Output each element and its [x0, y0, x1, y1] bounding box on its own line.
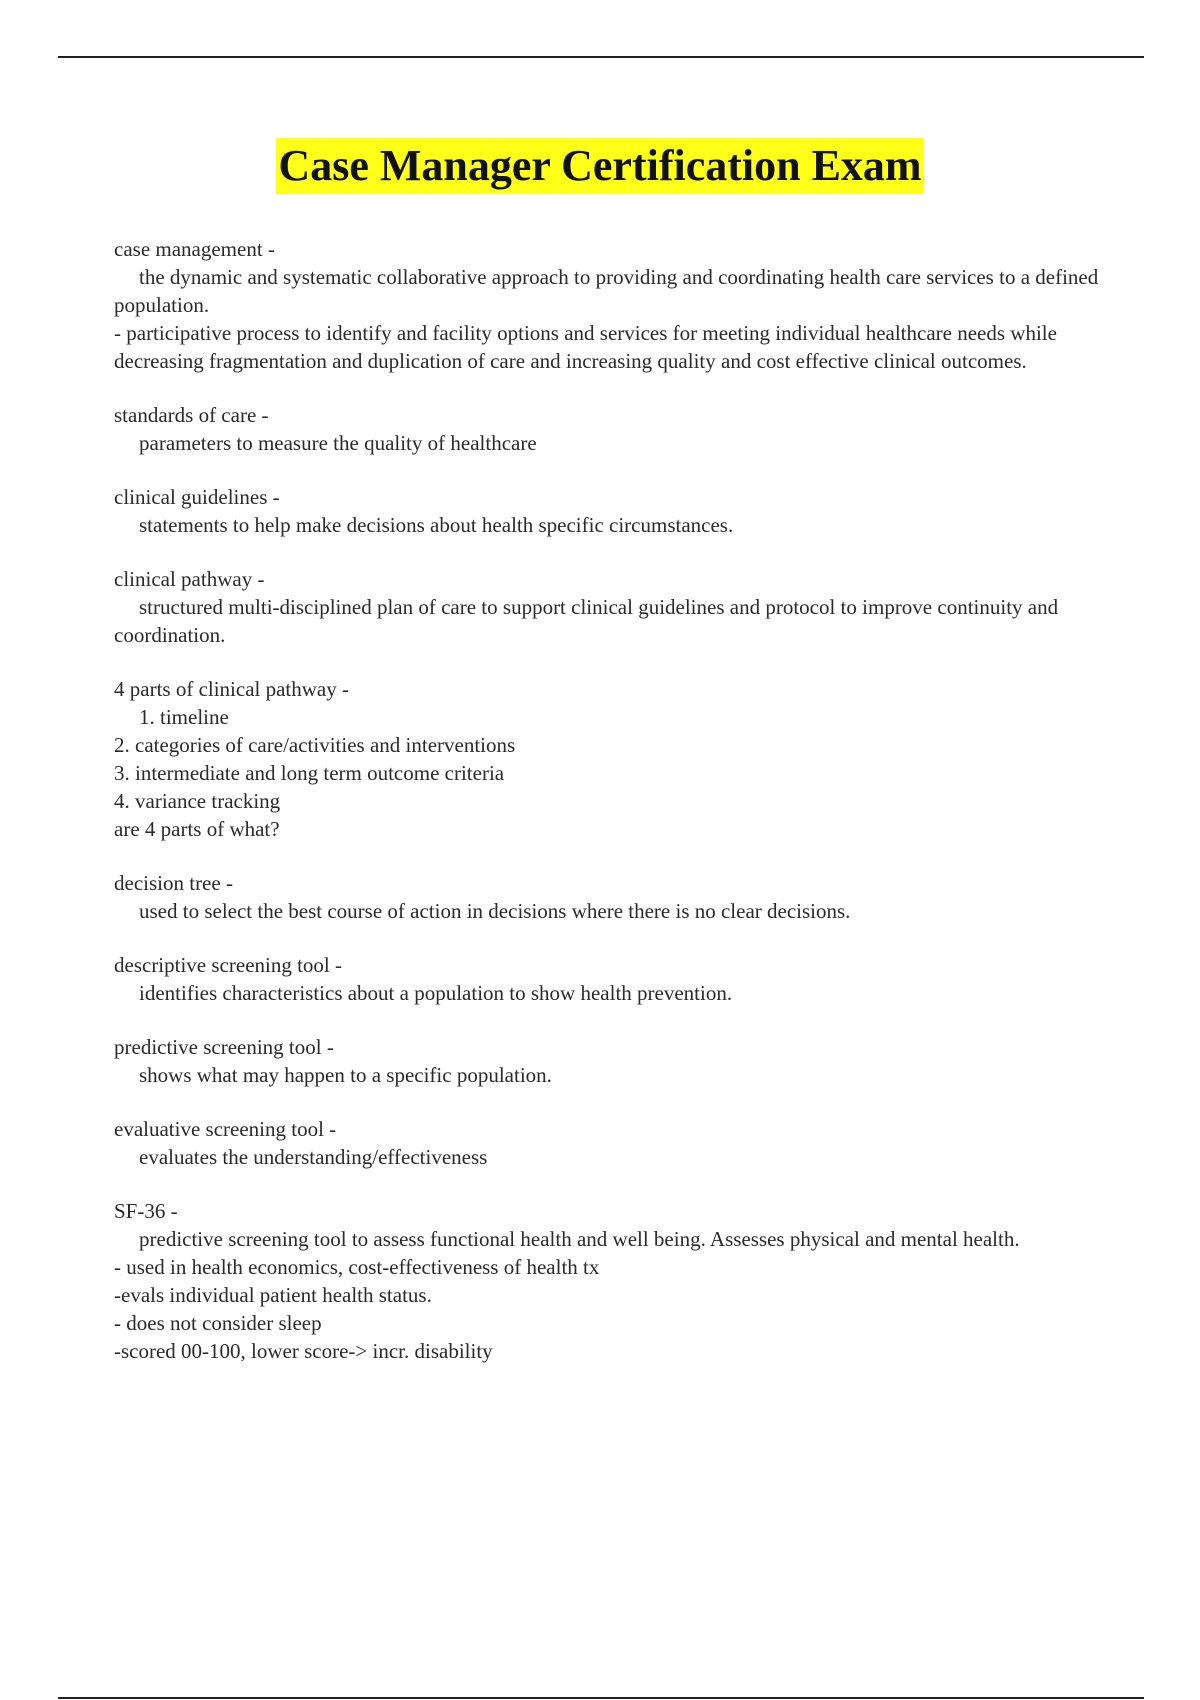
title-container: [0, 138, 1200, 194]
entry-term: descriptive screening tool -: [114, 953, 343, 977]
entry-definition: structured multi-disciplined plan of care to support clinical guidelines and protocol to improve continuity and coordination.: [114, 595, 1064, 647]
entry-definition: used to select the best course of action in decisions where there is no clear decisions.: [139, 899, 851, 923]
entry-term: clinical pathway -: [114, 567, 265, 591]
entry-term: 4 parts of clinical pathway -: [114, 677, 349, 701]
entry-term: case management -: [114, 237, 275, 261]
entry-clinical-pathway: [114, 565, 1114, 649]
entry-definition: parameters to measure the quality of healthcare: [139, 431, 537, 455]
bottom-rule: [58, 1697, 1144, 1699]
entry-definition: evaluates the understanding/effectiveness: [139, 1145, 488, 1169]
entry-term: standards of care -: [114, 403, 269, 427]
entry-term: decision tree -: [114, 871, 233, 895]
entry-4-parts-of-clinical-pathway: [114, 675, 1114, 843]
entry-sf-36: [114, 1197, 1114, 1365]
entry-definition: identifies characteristics about a population to show health prevention.: [139, 981, 733, 1005]
entry-case-management: [114, 235, 1114, 375]
entry-term: evaluative screening tool -: [114, 1117, 337, 1141]
entry-definition: shows what may happen to a specific population.: [139, 1063, 552, 1087]
entry-definition: the dynamic and systematic collaborative approach to providing and coordinating health care services to a defined population. - participative process to identify and facility options and services for meeting individual healthcare needs while decreasing fragmentation and duplication of care and increasing quality and cost effective clinical outcomes.: [114, 265, 1099, 373]
entry-term: clinical guidelines -: [114, 485, 280, 509]
entry-predictive-screening-tool: [114, 1033, 1114, 1089]
entry-term: SF-36 -: [114, 1199, 178, 1223]
entry-definition: predictive screening tool to assess functional health and well being. Assesses physical and mental health. - used in health economics, cost-effectiveness of health tx -evals individual patient health status. - does not consider sleep -scored 00-100, lower score-> incr. disability: [114, 1227, 1020, 1363]
entry-definition: 1. timeline 2. categories of care/activities and interventions 3. intermediate and long term outcome criteria 4. variance tracking are 4 parts of what?: [114, 705, 516, 841]
entry-clinical-guidelines: [114, 483, 1114, 539]
entry-standards-of-care: [114, 401, 1114, 457]
flashcard-list: [114, 235, 1114, 1391]
document-title: Case Manager Certification Exam: [276, 138, 923, 194]
entry-term: predictive screening tool -: [114, 1035, 334, 1059]
top-rule: [58, 56, 1144, 58]
entry-definition: statements to help make decisions about health specific circumstances.: [139, 513, 734, 537]
entry-descriptive-screening-tool: [114, 951, 1114, 1007]
entry-decision-tree: [114, 869, 1114, 925]
entry-evaluative-screening-tool: [114, 1115, 1114, 1171]
